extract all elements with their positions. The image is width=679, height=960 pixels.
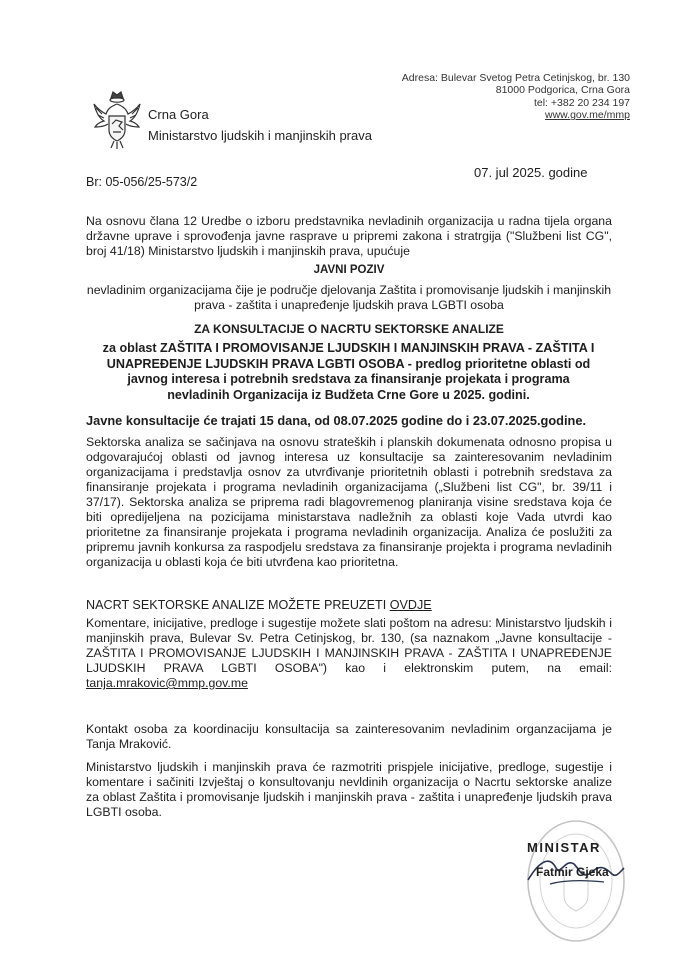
website-link[interactable]: www.gov.me/mmp [545, 109, 630, 122]
consultation-period: Javne konsultacije će trajati 15 dana, od 08.07.2025 godine do i 23.07.2025.godine. [86, 413, 587, 428]
paragraph-sector-analysis: Sektorska analiza se sačinjava na osnovu strateških i planskih dokumenata odnosno propisa u odgovarajućoj oblasti od javnog interesa uz konsultacije sa zainteresovanim nevladinim organizacijama i predstavlja osnov za utvrđivanje prioritetnih oblasti i potrebnih sredstava za finansiranje projekata i programa nevladinih organizacijama („Službeni list CG", br. 39/11 i 37/17). Sektorska analiza se priprema radi blagovremenog planiranja visine sredstava koja će biti opredijeljena na pozicijama ministarstava nadležnih za oblasti koje Vada utvrdi kao prioritetne za finansiranje projekata i programa nevladinih organizacija. Analiza će poslužiti za pripremu javnih konkursa za raspodjelu sredstava za finansiranje projekta i programa nevladinih organizacija u oblasti koja će biti utvrđena kao prioritetna. [86, 435, 612, 569]
ministry-header [148, 104, 372, 146]
heading-konsultacije: ZA KONSULTACIJE O NACRTU SEKTORSKE ANALIZE [194, 322, 504, 336]
download-line [86, 598, 432, 612]
paragraph-contact: Kontakt osoba za koordinaciju konsultacija sa zainteresovanim nevladinim organzacijama je Tanja Mraković. [86, 722, 612, 751]
document-date: 07. jul 2025. godine [474, 165, 588, 180]
country-name: Crna Gora [148, 107, 209, 122]
intro-paragraph: Na osnovu člana 12 Uredbe o izboru predstavnika nevladinih organizacija u radna tijela organa državne uprave i sprovođenja javne rasprave u pripremi zakona i stratrgija ("Službeni list CG", broj 41/18) Ministarstvo ljudskih i manjinskih prava, upućuje [86, 214, 612, 258]
reference-number: Br: 05-056/25-573/2 [86, 175, 198, 189]
phone-line: tel: +382 20 234 197 [533, 96, 630, 109]
comments-text: Komentare, inicijative, predloge i sugestije možete slati poštom na adresu: Ministarstvo ljudskih i manjinskih prava, Bulevar Sv. Petra Cetinjskog, br. 130, (sa naznakom „Javne konsultacije - ZAŠTITA I PROMOVISANJE LJUDSKIH I MANJINSKIH PRAVA - ZAŠTITA I UNAPREĐENJE LJUDSKIH PRAVA LGBTI OSOBA") kao i elektronskim putem, na email: [86, 616, 612, 675]
invitation-text: nevladinim organizacijama čije je područje djelovanja Zaštita i promovisanje ljudskih i manjinskih prava - zaštita i unapređenje ljudskih prava LGBTI osoba [86, 283, 612, 312]
minister-title: MINISTAR [527, 840, 601, 855]
ministry-name: Ministarstvo ljudskih i manjinskih prava [148, 128, 372, 143]
address-block [380, 72, 630, 122]
paragraph-report: Ministarstvo ljudskih i manjinskih prava će razmotriti prispjele inicijative, predloge, sugestije i komentare i sačiniti Izvještaj o konsultovanju nevldinih organizacija o Nacrtu sektorske analize za oblast Zaštita i promovisanje ljudskih i manjinskih prava - zaštita i unapređenje ljudskih prava LGBTI osoba. [86, 760, 612, 819]
coat-of-arms-icon [92, 88, 142, 150]
download-text: NACRT SEKTORSKE ANALIZE MOŽETE PREUZETI [86, 598, 390, 612]
minister-name: Fatmir Gjeka [536, 865, 609, 879]
subject-text: za oblast ZAŠTITA I PROMOVISANJE LJUDSKIH I MANJINSKIH PRAVA - ZAŠTITA I UNAPREĐENJE LJUDSKIH PRAVA LGBTI OSOBA - predlog prioritetne oblasti od javnog interesa i potrebnih sredstava za finansiranje projekata i programa nevladinih Organizacija iz Budžeta Crne Gore u 2025. godini. [102, 341, 595, 402]
paragraph-comments [86, 616, 612, 691]
download-link[interactable]: OVDJE [389, 598, 432, 612]
address-line: Adresa: Bulevar Svetog Petra Cetinjskog, br. 130 [401, 72, 630, 84]
email-link[interactable]: tanja.mrakovic@mmp.gov.me [86, 676, 248, 690]
heading-javni-poziv: JAVNI POZIV [313, 264, 385, 276]
city-line: 81000 Podgorica, Crna Gora [495, 84, 630, 97]
